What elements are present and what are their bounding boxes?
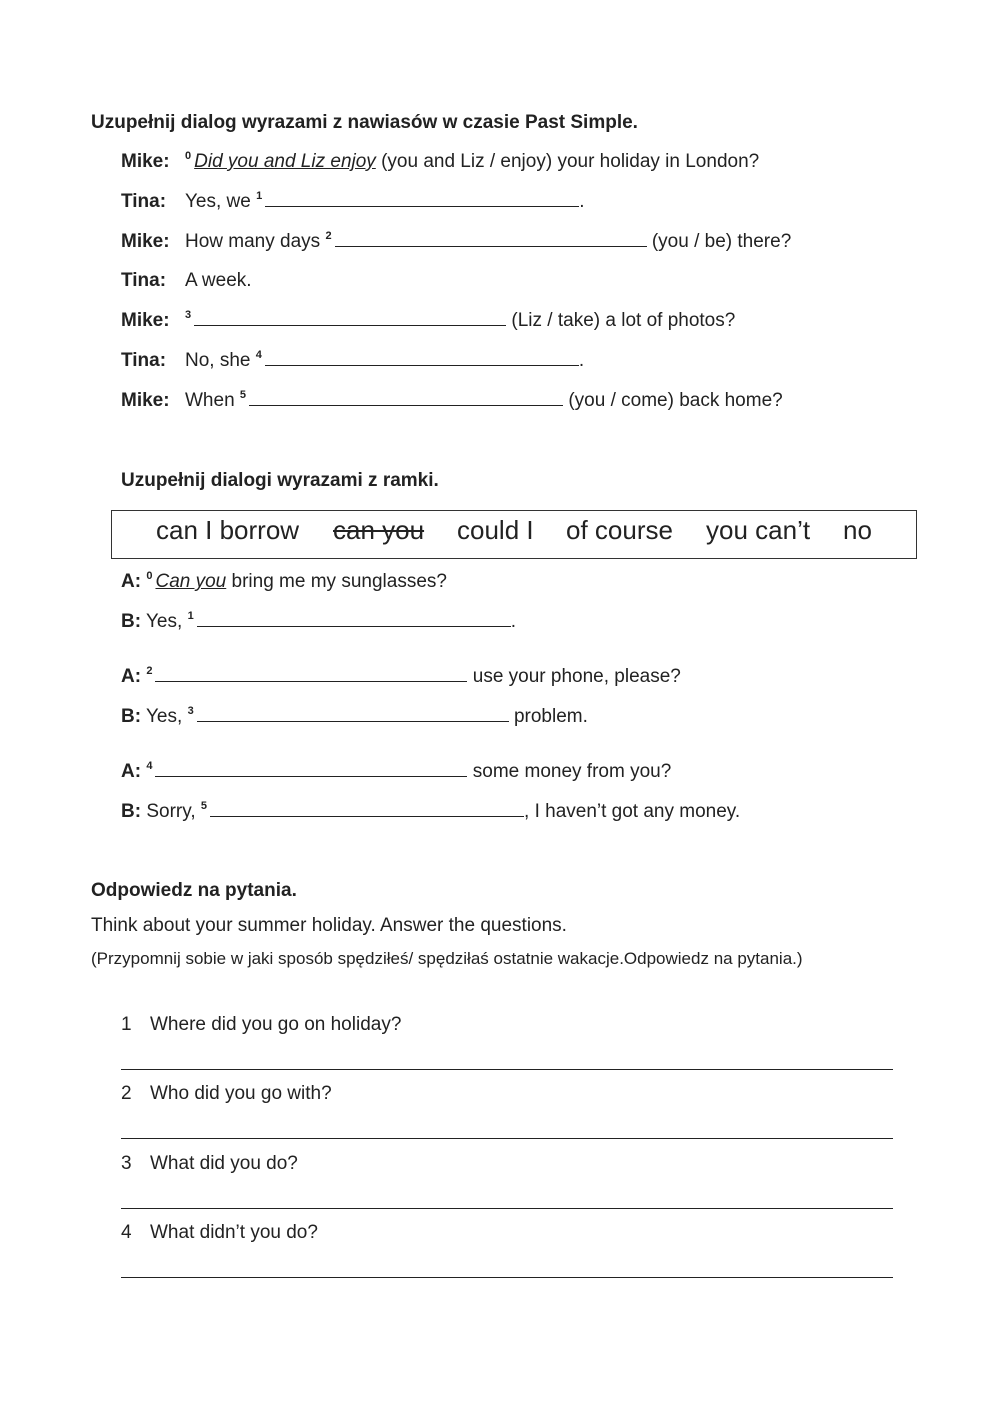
question-text: What didn’t you do? [150, 1222, 318, 1243]
question-2 [121, 1083, 332, 1105]
speaker-label: B: [121, 611, 142, 632]
item-number: 0 [146, 570, 153, 582]
prompt-text: some money from you? [467, 761, 672, 782]
dialog2-line-5 [121, 801, 740, 823]
speaker-label: Tina: [121, 350, 167, 371]
dialog1-line-5 [121, 350, 584, 372]
section3-note: (Przypomnij sobie w jaki sposób spędziłeś/ spędziłaś ostatnie wakacje.Odpowiedz na pytania.) [91, 949, 803, 968]
answer-blank-6[interactable] [197, 612, 511, 627]
speaker-label: Mike: [121, 390, 170, 411]
question-text: Who did you go with? [150, 1083, 332, 1104]
speaker-label: Mike: [121, 310, 170, 331]
dialog1-line-6 [121, 390, 783, 412]
prompt-text: (you and Liz / enjoy) your holiday in London? [375, 151, 760, 172]
speaker-label: B: [121, 706, 142, 727]
speaker-label: Mike: [121, 151, 170, 172]
prompt-text: No, she [185, 350, 256, 371]
item-number: 3 [185, 309, 192, 321]
word-box-item-crossed: can you [333, 515, 425, 545]
word-box [111, 510, 917, 559]
question-number: 1 [121, 1014, 132, 1035]
answer-line-4[interactable] [121, 1277, 893, 1278]
word-box-item: of course [566, 515, 673, 545]
speaker-label: Tina: [121, 270, 167, 291]
answer-blank-10[interactable] [210, 802, 524, 817]
dialog2-line-0 [121, 571, 447, 593]
dialog1-line-0 [121, 151, 759, 173]
dialog2-line-2 [121, 666, 681, 688]
item-number: 1 [187, 610, 194, 622]
speaker-label: B: [121, 801, 142, 822]
item-number: 0 [185, 150, 192, 162]
prompt-text: A week. [185, 270, 252, 291]
dialog2-line-1 [121, 611, 516, 633]
item-number: 2 [325, 230, 332, 242]
answer-line-2[interactable] [121, 1138, 893, 1139]
answer-blank-2[interactable] [335, 232, 647, 247]
item-number: 2 [146, 665, 153, 677]
answer-blank-8[interactable] [197, 707, 509, 722]
section1-heading: Uzupełnij dialog wyrazami z nawiasów w czasie Past Simple. [91, 112, 638, 133]
section3-instruction: Think about your summer holiday. Answer the questions. [91, 915, 567, 936]
answer-blank-1[interactable] [265, 192, 579, 207]
prompt-text: When [185, 390, 240, 411]
item-number: 1 [256, 190, 263, 202]
item-number: 3 [187, 705, 194, 717]
question-1 [121, 1014, 401, 1036]
prompt-text: (you / be) there? [646, 231, 792, 252]
answer-blank-3[interactable] [194, 311, 506, 326]
speaker-label: A: [121, 666, 142, 687]
speaker-label: Mike: [121, 231, 170, 252]
section2-heading: Uzupełnij dialogi wyrazami z ramki. [121, 470, 439, 491]
prompt-text: Yes, [146, 611, 188, 632]
answer-line-1[interactable] [121, 1069, 893, 1070]
example-answer: Can you [155, 571, 227, 592]
prompt-text: . [578, 350, 585, 371]
question-number: 2 [121, 1083, 132, 1104]
prompt-text: Sorry, [146, 801, 201, 822]
prompt-text: use your phone, please? [467, 666, 681, 687]
question-4 [121, 1222, 318, 1244]
question-3 [121, 1153, 298, 1175]
prompt-text: problem. [508, 706, 588, 727]
prompt-text: , I haven’t got any money. [524, 801, 741, 822]
prompt-text: (you / come) back home? [563, 390, 783, 411]
example-answer: Did you and Liz enjoy [194, 151, 376, 172]
dialog1-line-1 [121, 191, 585, 213]
item-number: 5 [200, 800, 208, 812]
dialog2-line-3 [121, 706, 588, 728]
item-number: 4 [255, 349, 262, 361]
dialog1-line-3 [121, 270, 252, 292]
answer-blank-7[interactable] [155, 667, 467, 682]
item-number: 4 [146, 760, 153, 772]
question-text: What did you do? [150, 1153, 298, 1174]
word-box-item: could I [457, 515, 534, 545]
word-box-item: no [843, 515, 872, 545]
speaker-label: A: [121, 571, 142, 592]
prompt-text: . [579, 191, 585, 212]
dialog1-line-4 [121, 310, 735, 332]
answer-blank-4[interactable] [265, 351, 579, 366]
dialog1-line-2 [121, 231, 791, 253]
item-number: 5 [239, 389, 247, 401]
prompt-text: (Liz / take) a lot of photos? [506, 310, 736, 331]
word-box-item: you can’t [706, 515, 811, 545]
answer-blank-5[interactable] [249, 391, 563, 406]
prompt-text: . [510, 611, 516, 632]
prompt-text: How many days [185, 231, 326, 252]
question-number: 3 [121, 1153, 132, 1174]
answer-blank-9[interactable] [155, 762, 467, 777]
dialog2-line-4 [121, 761, 671, 783]
prompt-text: Yes, [146, 706, 188, 727]
question-text: Where did you go on holiday? [150, 1014, 402, 1035]
speaker-label: A: [121, 761, 142, 782]
word-box-item: can I borrow [156, 515, 300, 545]
question-number: 4 [121, 1222, 132, 1243]
answer-line-3[interactable] [121, 1208, 893, 1209]
prompt-text: bring me my sunglasses? [226, 571, 447, 592]
speaker-label: Tina: [121, 191, 167, 212]
section3-heading: Odpowiedz na pytania. [91, 880, 297, 901]
prompt-text: Yes, we [185, 191, 257, 212]
